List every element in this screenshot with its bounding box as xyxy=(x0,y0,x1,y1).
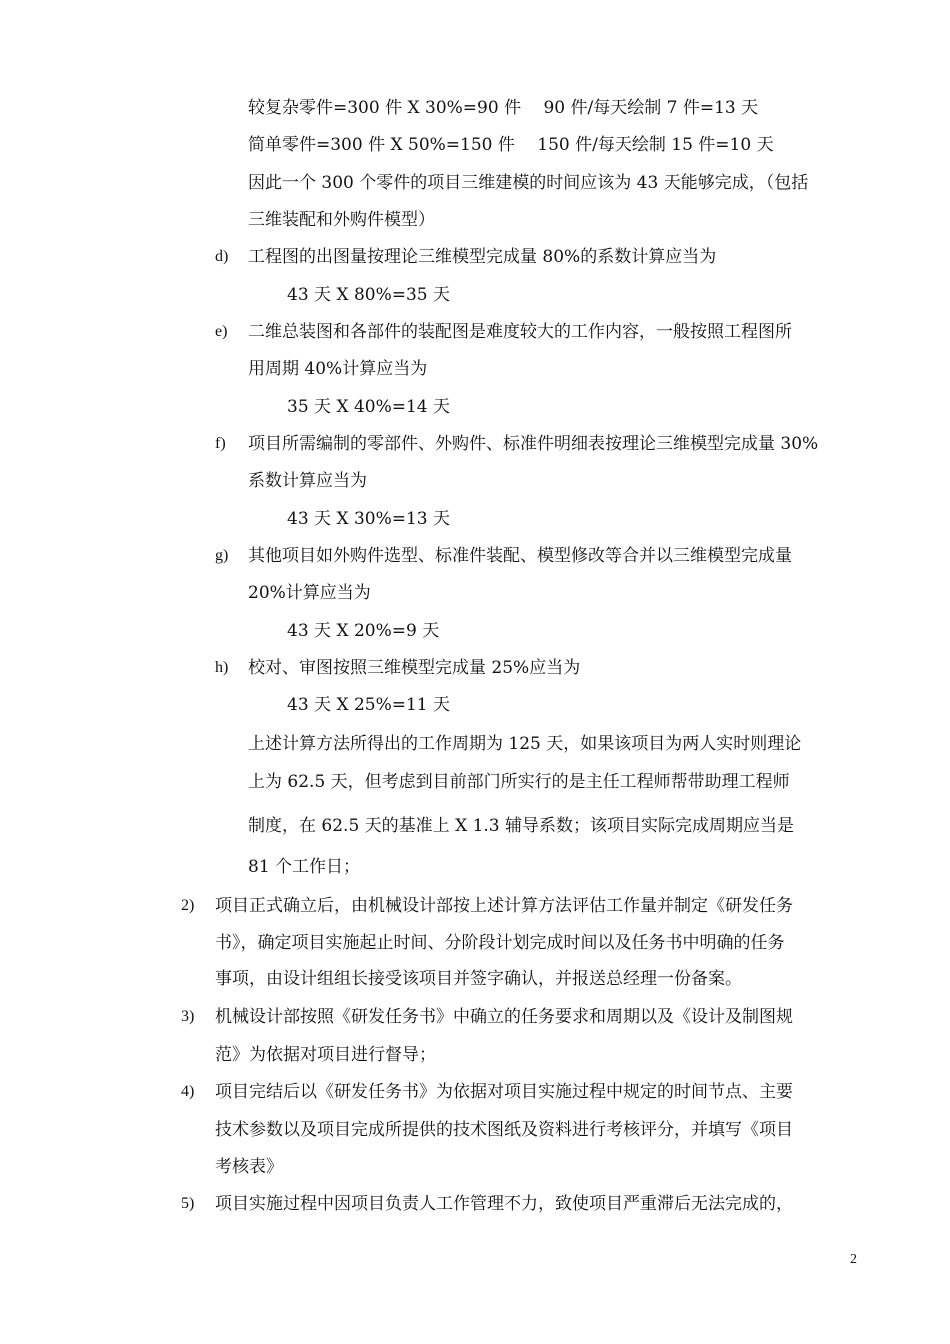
summary-line: 81 个工作日； xyxy=(248,857,361,877)
list-marker: g) xyxy=(215,547,229,564)
list-marker: h) xyxy=(215,659,229,676)
text-line: 简单零件=300 件 X 50%=150 件 150 件/每天绘制 15 件=10 天 xyxy=(248,135,774,155)
summary-line: 制度，在 62.5 天的基准上 X 1.3 辅导系数；该项目实际完成周期应当是 xyxy=(248,816,795,836)
list-marker: d) xyxy=(215,248,229,265)
list-marker: e) xyxy=(215,323,228,340)
formula-line: 43 天 X 20%=9 天 xyxy=(287,621,440,641)
list-item-text: 系数计算应当为 xyxy=(248,471,367,491)
list-item-text: 书》，确定项目实施起止时间、分阶段计划完成时间以及任务书中明确的任务 xyxy=(215,933,785,953)
summary-line: 上为 62.5 天，但考虑到目前部门所实行的是主任工程师帮带助理工程师 xyxy=(248,772,790,792)
list-item-text: 机械设计部按照《研发任务书》中确立的任务要求和周期以及《设计及制图规 xyxy=(215,1007,793,1027)
text-line: 三维装配和外购件模型） xyxy=(248,210,435,230)
summary-line: 上述计算方法所得出的工作周期为 125 天，如果该项目为两人实时则理论 xyxy=(248,734,802,754)
list-item-text: 工程图的出图量按理论三维模型完成量 80%的系数计算应当为 xyxy=(248,247,717,267)
list-marker: 4) xyxy=(181,1083,195,1100)
list-item-text: 项目完结后以《研发任务书》为依据对项目实施过程中规定的时间节点、主要 xyxy=(215,1082,793,1102)
formula-line: 43 天 X 25%=11 天 xyxy=(287,695,451,715)
list-marker: 2) xyxy=(181,897,195,914)
list-item-text: 考核表》 xyxy=(215,1157,283,1177)
list-marker: 5) xyxy=(181,1195,195,1212)
list-item-text: 范》为依据对项目进行督导； xyxy=(215,1045,436,1065)
list-item-text: 项目正式确立后，由机械设计部按上述计算方法评估工作量并制定《研发任务 xyxy=(215,896,793,916)
formula-line: 35 天 X 40%=14 天 xyxy=(287,397,451,417)
list-item-text: 二维总装图和各部件的装配图是难度较大的工作内容，一般按照工程图所 xyxy=(248,322,792,342)
list-item-text: 其他项目如外购件选型、标准件装配、模型修改等合并以三维模型完成量 xyxy=(248,546,792,566)
formula-line: 43 天 X 30%=13 天 xyxy=(287,509,451,529)
formula-line: 43 天 X 80%=35 天 xyxy=(287,285,451,305)
list-item-text: 项目所需编制的零部件、外购件、标准件明细表按理论三维模型完成量 30% xyxy=(248,434,819,454)
list-item-text: 20%计算应当为 xyxy=(248,583,371,603)
list-item-text: 技术参数以及项目完成所提供的技术图纸及资料进行考核评分，并填写《项目 xyxy=(215,1120,793,1140)
page-number: 2 xyxy=(850,1252,857,1267)
list-marker: f) xyxy=(215,435,226,452)
list-item-text: 事项，由设计组组长接受该项目并签字确认，并报送总经理一份备案。 xyxy=(215,969,742,989)
list-marker: 3) xyxy=(181,1008,195,1025)
list-item-text: 项目实施过程中因项目负责人工作管理不力，致使项目严重滞后无法完成的， xyxy=(215,1194,793,1214)
text-line: 因此一个 300 个零件的项目三维建模的时间应该为 43 天能够完成，（包括 xyxy=(248,173,809,193)
list-item-text: 用周期 40%计算应当为 xyxy=(248,359,428,379)
text-line: 较复杂零件=300 件 X 30%=90 件 90 件/每天绘制 7 件=13 天 xyxy=(248,98,759,118)
list-item-text: 校对、审图按照三维模型完成量 25%应当为 xyxy=(248,658,581,678)
